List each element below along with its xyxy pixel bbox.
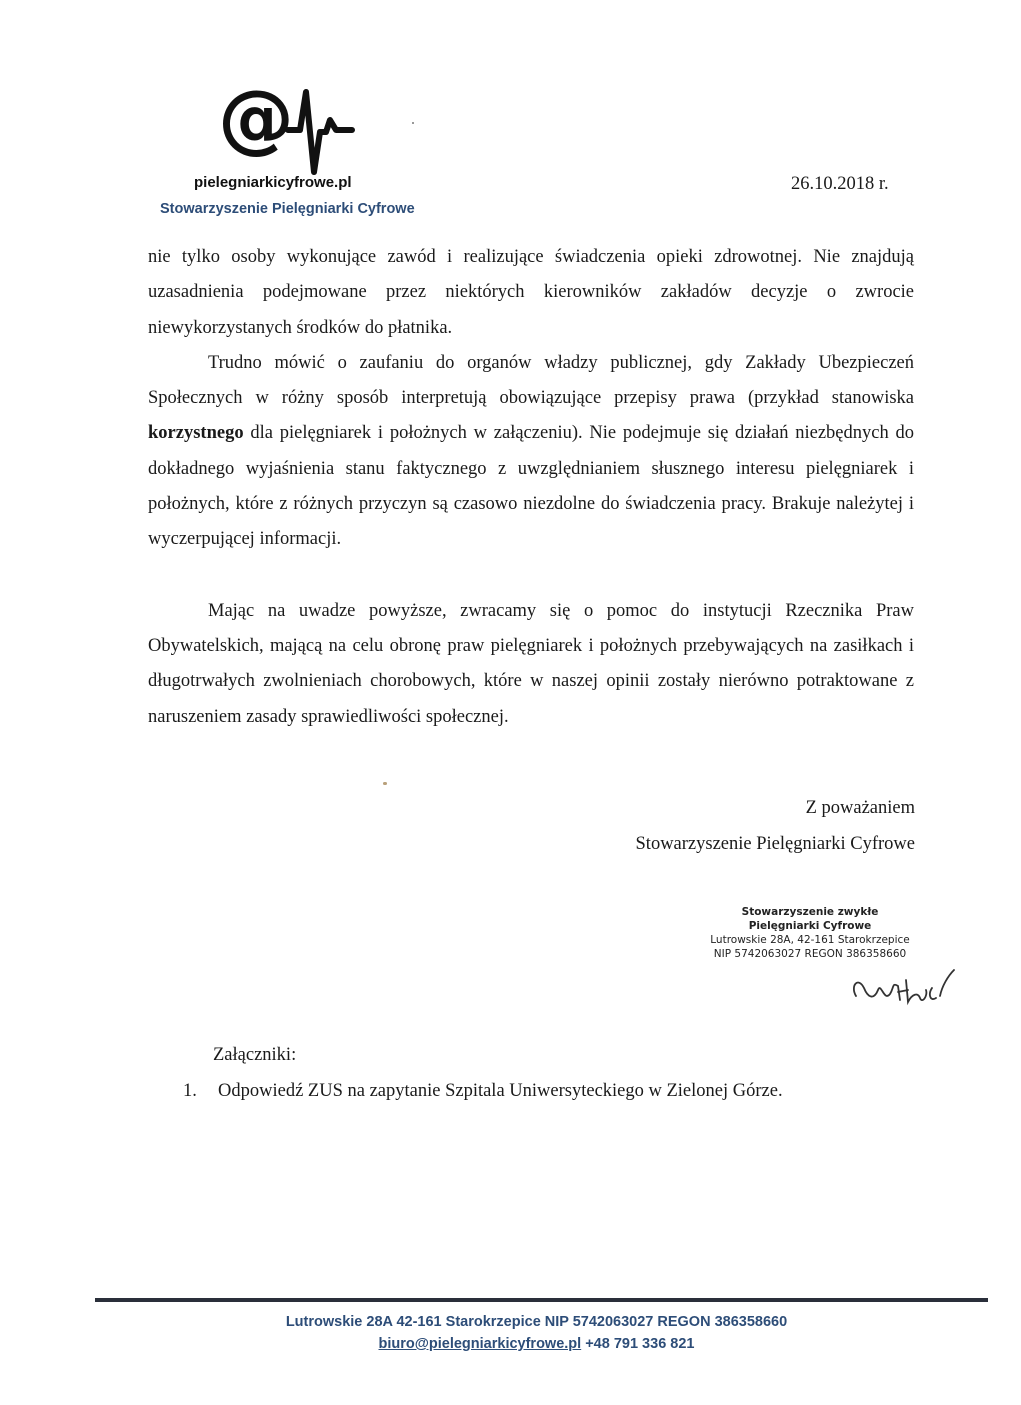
closing-organization: Stowarzyszenie Pielęgniarki Cyfrowe bbox=[635, 834, 915, 854]
para2-bold-word: korzystnego bbox=[148, 423, 244, 444]
letter-date: 26.10.2018 r. bbox=[791, 174, 889, 194]
footer-contact bbox=[0, 1336, 1021, 1352]
scan-speck bbox=[383, 782, 387, 785]
logo-domain: pielegniarkicyfrowe.pl bbox=[194, 174, 352, 191]
body-paragraph-2 bbox=[148, 346, 914, 558]
stamp-line-2: Pielęgniarki Cyfrowe bbox=[748, 920, 872, 932]
letter-body bbox=[148, 240, 914, 735]
attachment-number: 1. bbox=[183, 1081, 197, 1101]
footer-phone: +48 791 336 821 bbox=[581, 1336, 695, 1352]
logo-organization-name: Stowarzyszenie Pielęgniarki Cyfrowe bbox=[160, 201, 415, 217]
handwritten-signature-icon bbox=[848, 966, 958, 1016]
closing-greeting: Z poważaniem bbox=[805, 798, 915, 818]
footer-divider bbox=[95, 1298, 988, 1302]
body-paragraph-3: Mając na uwadze powyższe, zwracamy się o pomoc do instytucji Rzecznika Praw Obywatelskich, mającą na celu obronę praw pielęgniarek i położnych przebywających na zasiłkach i długotrwałych zwolnieniach chorobowych, które w naszej opinii zostały nierówno potraktowane z naruszeniem zasady sprawiedliwości społecznej. bbox=[148, 600, 914, 727]
organization-stamp bbox=[690, 905, 930, 961]
stamp-line-1: Stowarzyszenie zwykłe bbox=[741, 906, 879, 918]
attachment-item: Odpowiedź ZUS na zapytanie Szpitala Uniwersyteckiego w Zielonej Górze. bbox=[218, 1081, 783, 1101]
para2-text-end: dla pielęgniarek i położnych w załączeniu). Nie podejmuje się działań niezbędnych do dokładnego wyjaśnienia stanu faktycznego z uwzględnianiem słusznego interesu pielęgniarek i położnych, które z różnych przyczyn są czasowo niezdolne do świadczenia pracy. Brakuje należytej i wyczerpującej informacji. bbox=[148, 423, 914, 550]
stamp-line-3: Lutrowskie 28A, 42-161 Starokrzepice bbox=[710, 934, 910, 946]
logo-at-heartbeat-icon bbox=[218, 72, 358, 182]
scan-speck bbox=[412, 122, 414, 124]
stamp-line-4: NIP 5742063027 REGON 386358660 bbox=[713, 948, 907, 960]
para2-text-start: Trudno mówić o zaufaniu do organów władzy publicznej, gdy Zakłady Ubezpieczeń Społecznych w różny sposób interpretują obowiązujące przepisy prawa (przykład stanowiska bbox=[148, 352, 914, 409]
attachments-heading: Załączniki: bbox=[213, 1045, 297, 1065]
body-paragraph-1: nie tylko osoby wykonujące zawód i realizujące świadczenia opieki zdrowotnej. Nie znajdują uzasadnienia podejmowane przez niektórych kierowników zakładów decyzje o zwrocie niewykorzystanych środków do płatnika. bbox=[148, 247, 914, 338]
footer-email-link[interactable]: biuro@pielegniarkicyfrowe.pl bbox=[378, 1336, 582, 1352]
logo-at-symbol: @ bbox=[218, 73, 294, 162]
footer-address: Lutrowskie 28A 42-161 Starokrzepice NIP 5742063027 REGON 386358660 bbox=[285, 1314, 788, 1330]
